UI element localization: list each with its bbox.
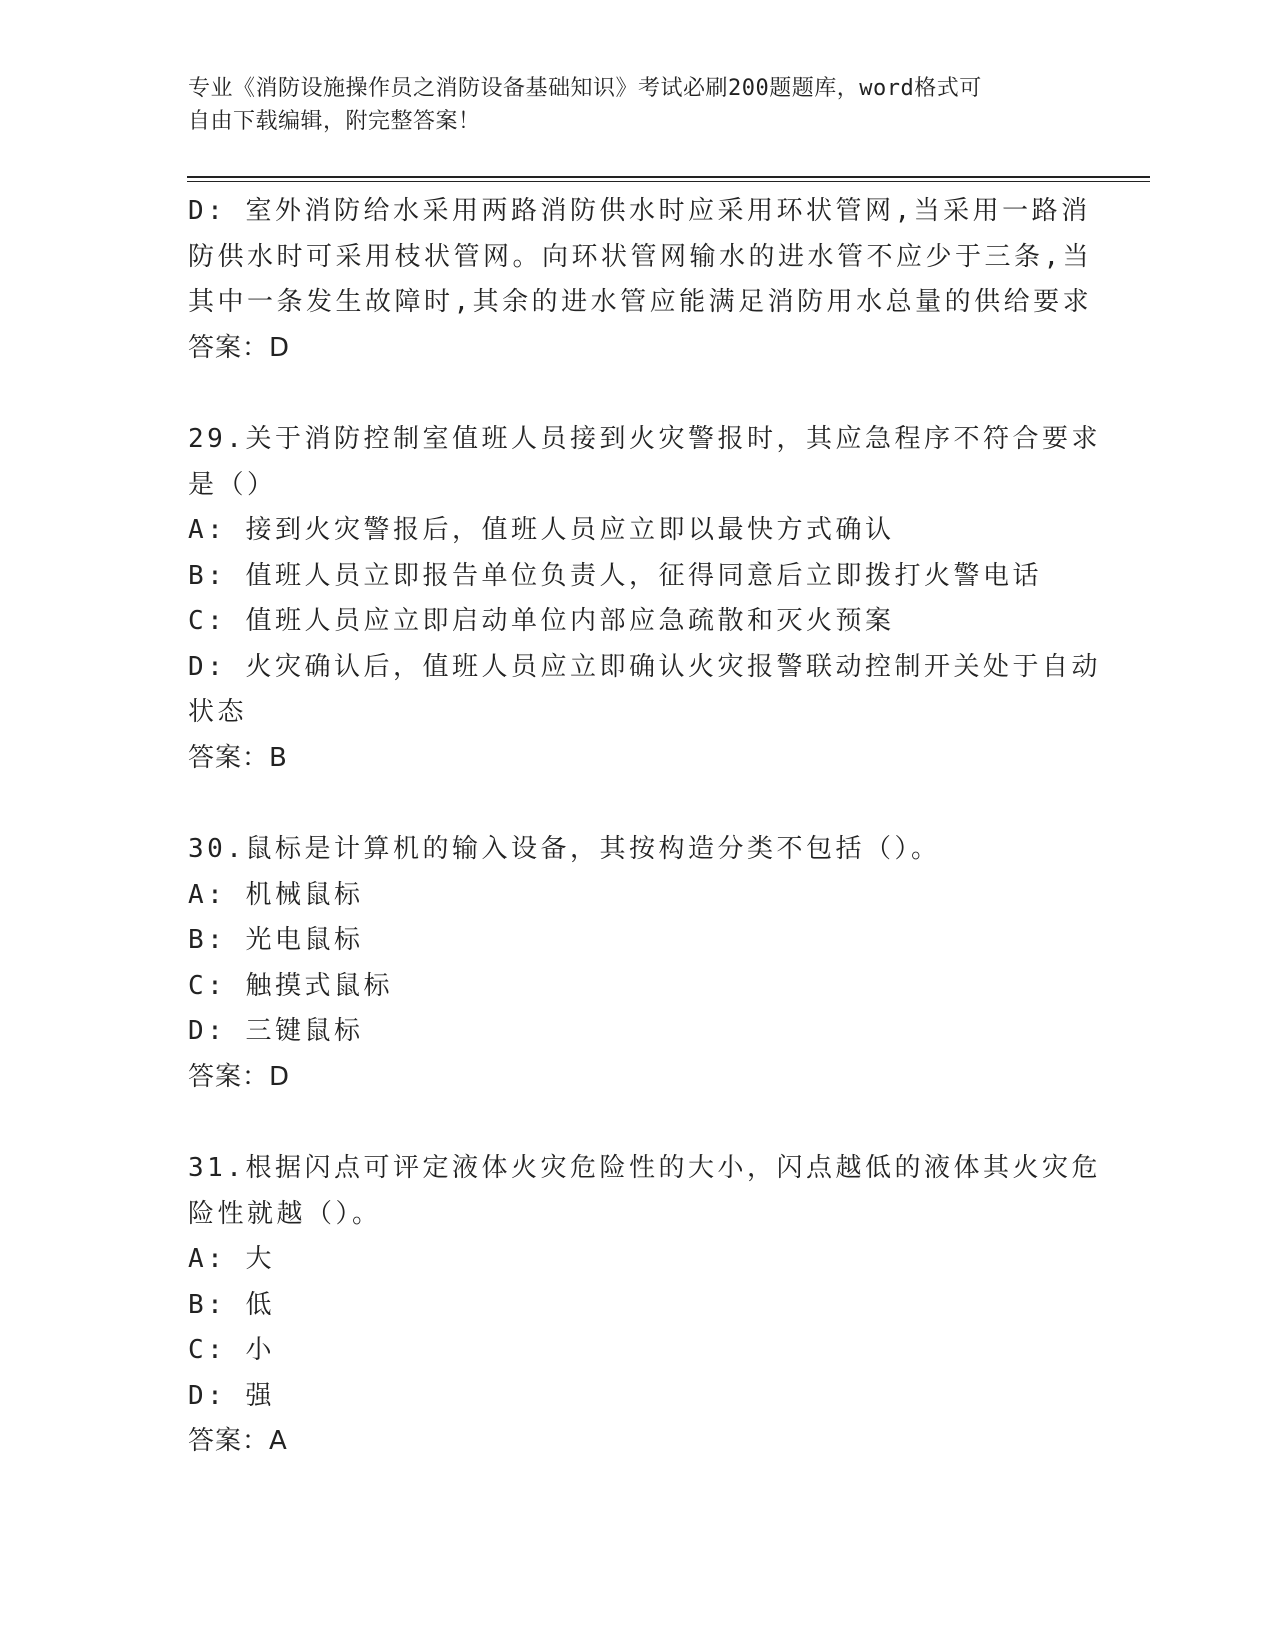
option-d-line-3: 其中一条发生故障时,其余的进水管应能满足消防用水总量的供给要求 [188, 287, 1093, 317]
answer-line: 答案：D [188, 332, 291, 363]
document-header [188, 72, 1088, 138]
question-31 [188, 1146, 1101, 1465]
option-a: A: 接到火灾警报后，值班人员应立即以最快方式确认 [188, 515, 895, 545]
header-divider-thin [187, 181, 1150, 182]
question-text-line-1: 31.根据闪点可评定液体火灾危险性的大小，闪点越低的液体其火灾危 [188, 1153, 1101, 1183]
question-29 [188, 417, 1101, 781]
option-b: B: 光电鼠标 [188, 925, 364, 955]
option-d-line-1: D: 室外消防给水采用两路消防供水时应采用环状管网,当采用一路消 [188, 196, 1091, 226]
option-c: C: 小 [188, 1335, 275, 1365]
header-divider-thick [187, 176, 1150, 178]
option-d: D: 三键鼠标 [188, 1016, 364, 1046]
answer-line: 答案：A [188, 1426, 288, 1456]
answer-line: 答案：D [188, 1061, 291, 1092]
spacer [188, 371, 1088, 417]
option-a: A: 大 [188, 1244, 275, 1274]
option-d-line-2: 状态 [188, 697, 248, 727]
option-c: C: 值班人员应立即启动单位内部应急疏散和灭火预案 [188, 606, 895, 636]
option-d-line-1: D: 火灾确认后，值班人员应立即确认火灾报警联动控制开关处于自动 [188, 651, 1101, 682]
spacer [188, 781, 1088, 827]
question-text-line-1: 30.鼠标是计算机的输入设备，其按构造分类不包括（）。 [188, 834, 941, 864]
option-d: D: 强 [188, 1380, 275, 1411]
option-c: C: 触摸式鼠标 [188, 970, 393, 1001]
question-text-line-2: 是（） [188, 469, 277, 500]
header-line-2: 自由下载编辑，附完整答案！ [188, 109, 481, 134]
answer-line: 答案：B [188, 742, 288, 773]
question-28-continuation [188, 189, 1093, 371]
document-body [188, 189, 1101, 1465]
spacer [188, 1100, 1088, 1146]
option-b: B: 值班人员立即报告单位负责人，征得同意后立即拨打火警电话 [188, 560, 1042, 591]
question-text-line-2: 险性就越（）。 [188, 1198, 382, 1229]
option-b: B: 低 [188, 1289, 275, 1320]
option-d-line-2: 防供水时可采用枝状管网。向环状管网输水的进水管不应少于三条,当 [188, 241, 1093, 272]
option-a: A: 机械鼠标 [188, 879, 364, 910]
header-line-1: 专业《消防设施操作员之消防设备基础知识》考试必刷200题题库，word格式可 [188, 76, 982, 101]
question-30 [188, 827, 1088, 1100]
question-text-line-1: 29.关于消防控制室值班人员接到火灾警报时，其应急程序不符合要求 [188, 424, 1101, 454]
